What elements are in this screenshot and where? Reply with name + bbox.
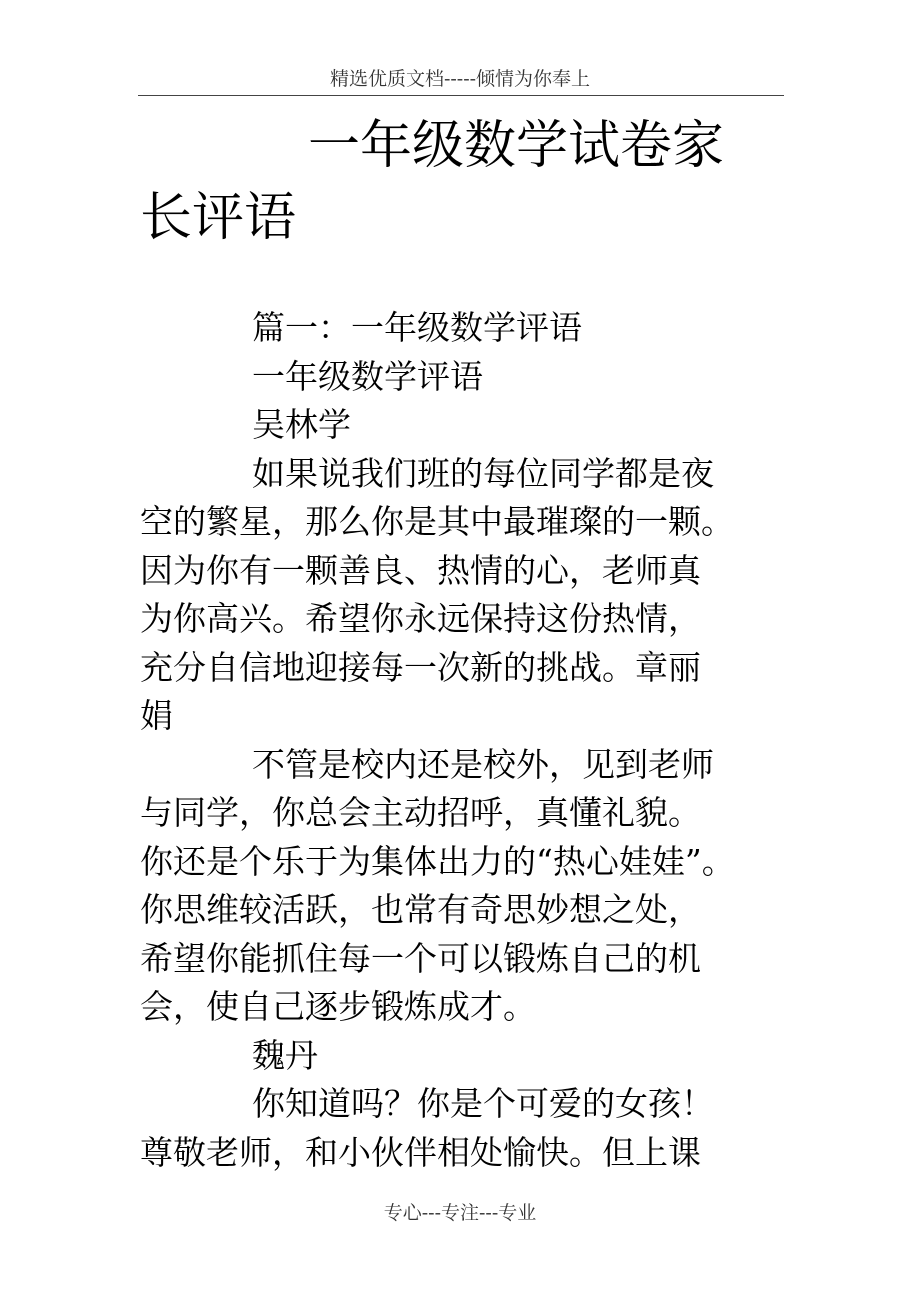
page-header: 精选优质文档-----倾情为你奉上	[329, 68, 591, 90]
subheading: 一年级数学评语	[252, 356, 483, 396]
header-divider	[138, 95, 784, 96]
paragraph-line: 会，使自己逐步锻炼成才。	[140, 987, 536, 1026]
author-name: 吴林学	[252, 405, 351, 444]
page-footer: 专心---专注---专业	[383, 1202, 537, 1224]
document-body	[140, 304, 800, 1177]
paragraph-line: 因为你有一颗善良、热情的心，老师真	[140, 550, 701, 590]
paragraph-line: 希望你能抓住每一个可以锻炼自己的机	[140, 938, 701, 978]
paragraph-line: 尊敬老师，和小伙伴相处愉快。但上课	[140, 1132, 701, 1172]
paragraph-line: 你思维较活跃，也常有奇思妙想之处，	[140, 890, 701, 929]
author-name: 魏丹	[252, 1035, 318, 1075]
paragraph-line: 你知道吗？你是个可爱的女孩！	[252, 1084, 714, 1123]
paragraph-line: 空的繁星，那么你是其中最璀璨的一颗。	[140, 502, 734, 541]
section-heading: 篇一：一年级数学评语	[252, 308, 582, 347]
paragraph-line: 与同学，你总会主动招呼，真懂礼貌。	[140, 793, 701, 832]
paragraph-line: 娟	[140, 696, 173, 735]
paragraph-line: 充分自信地迎接每一次新的挑战。章丽	[140, 647, 701, 687]
document-title	[140, 110, 790, 254]
title-line-2: 长评语	[140, 188, 297, 248]
paragraph-line: 如果说我们班的每位同学都是夜	[252, 453, 714, 493]
title-line-1: 一年级数学试卷家	[308, 116, 725, 176]
paragraph-line: 为你高兴。希望你永远保持这份热情，	[140, 599, 701, 638]
paragraph-line: 不管是校内还是校外，见到老师	[252, 744, 714, 784]
paragraph-line: 你还是个乐于为集体出力的“热心娃娃”。	[140, 841, 735, 881]
